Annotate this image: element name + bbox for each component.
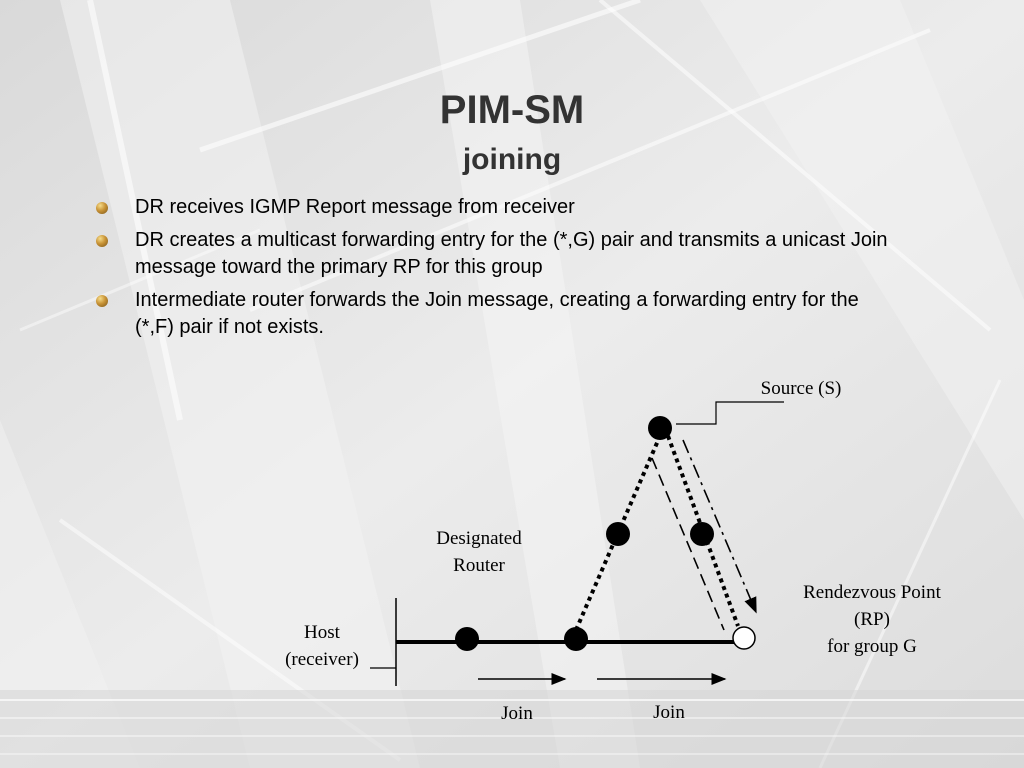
host-label: (receiver) — [285, 649, 359, 670]
designated-router-label: Router — [453, 555, 505, 576]
rp-label: for group G — [827, 636, 917, 657]
join-label: Join — [501, 703, 533, 724]
rp-label: (RP) — [854, 609, 890, 630]
rp-node — [733, 627, 755, 649]
join-label: Join — [653, 702, 685, 723]
router-node — [690, 522, 714, 546]
bullet-text: DR creates a multicast forwarding entry for the (*,G) pair and transmits a unicast Join message toward the primary RP for this group — [135, 229, 888, 278]
bullet-text: DR receives IGMP Report message from receiver — [135, 196, 575, 218]
slide-title: PIM-SM — [439, 88, 585, 132]
router-node — [606, 522, 630, 546]
bullet-text: Intermediate router forwards the Join message, creating a forwarding entry for the (*,F) pair if not exists. — [135, 289, 859, 338]
source-node — [648, 416, 672, 440]
designated-router-label: Designated — [436, 528, 522, 549]
source-label: Source (S) — [760, 378, 842, 399]
router-node — [455, 627, 479, 651]
designated-router-node — [564, 627, 588, 651]
rp-label: Rendezvous Point — [803, 582, 941, 603]
host-label: Host — [304, 622, 340, 643]
source-leader-line — [676, 402, 784, 424]
slide-subtitle: joining — [462, 143, 562, 176]
dashed-path — [652, 458, 724, 630]
